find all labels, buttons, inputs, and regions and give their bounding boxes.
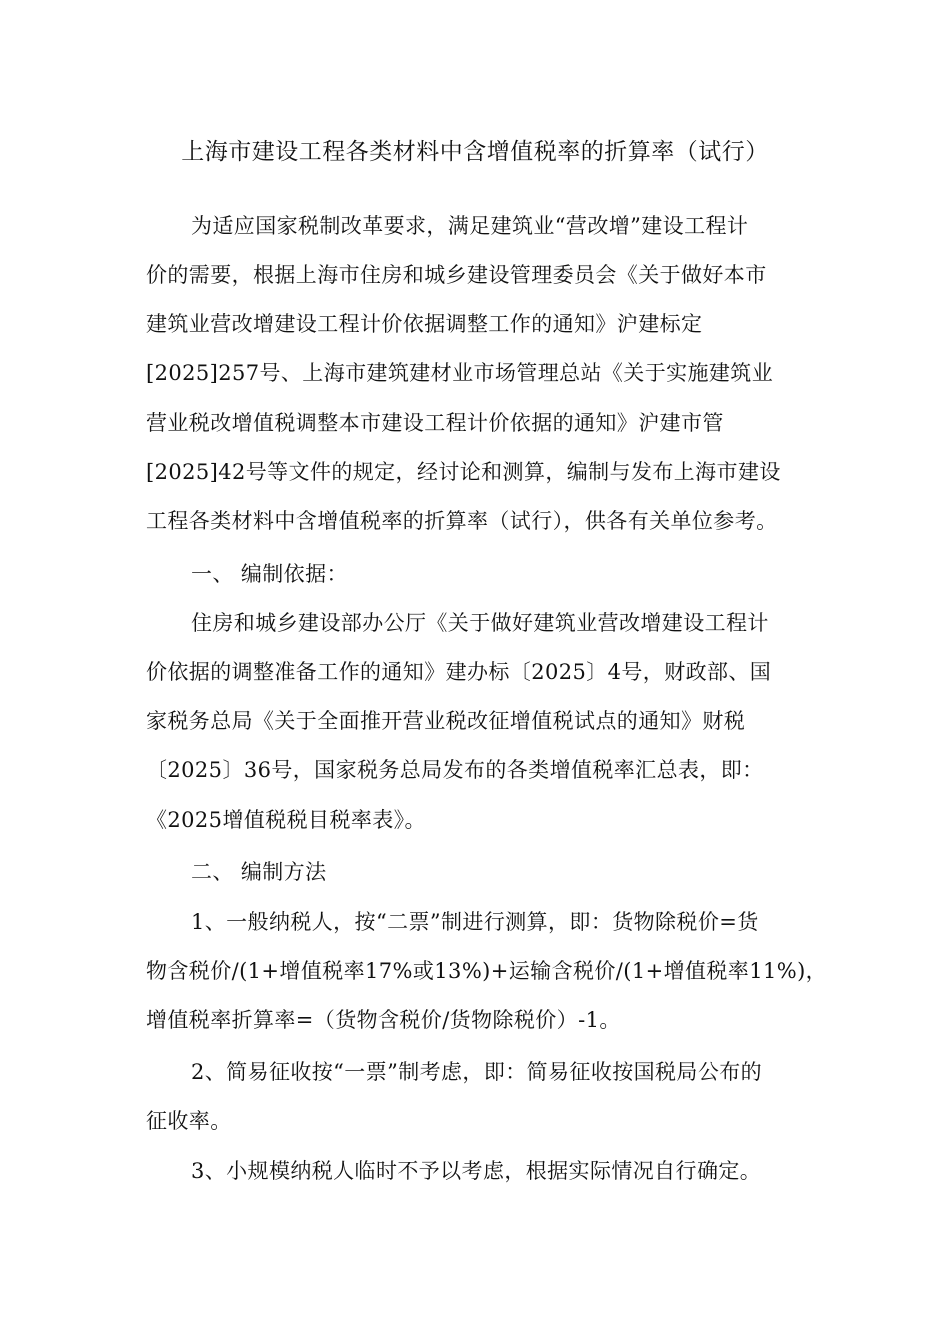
section1-line: 〔2025〕36号，国家税务总局发布的各类增值税率汇总表，即： — [146, 758, 764, 782]
section1-line: 《2025增值税税目税率表》。 — [146, 808, 426, 832]
method1-line: 1、一般纳税人，按“二票”制进行测算，即：货物除税价=货 — [191, 910, 759, 934]
section1-heading: 一、 编制依据： — [191, 562, 348, 586]
section1-line: 家税务总局《关于全面推开营业税改征增值税试点的通知》财税 — [146, 709, 746, 733]
method2-line: 征收率。 — [146, 1109, 232, 1133]
section1-line: 住房和城乡建设部办公厅《关于做好建筑业营改增建设工程计 — [191, 611, 769, 635]
intro-line: 营业税改增值税调整本市建设工程计价依据的通知》沪建市管 — [146, 411, 724, 435]
intro-line: 工程各类材料中含增值税率的折算率（试行），供各有关单位参考。 — [146, 509, 778, 533]
method2-line: 2、简易征收按“一票”制考虑，即：简易征收按国税局公布的 — [191, 1060, 763, 1084]
document-title: 上海市建设工程各类材料中含增值税率的折算率（试行） — [181, 139, 769, 165]
section1-line: 价依据的调整准备工作的通知》建办标〔2025〕4号，财政部、国 — [146, 660, 772, 684]
method1-line: 增值税率折算率=（货物含税价/货物除税价）-1。 — [146, 1008, 621, 1032]
intro-line: [2025]257号、上海市建筑建材业市场管理总站《关于实施建筑业 — [146, 361, 774, 385]
method3-line: 3、小规模纳税人临时不予以考虑，根据实际情况自行确定。 — [191, 1159, 762, 1183]
intro-line: 价的需要，根据上海市住房和城乡建设管理委员会《关于做好本市 — [146, 263, 767, 287]
intro-line: [2025]42号等文件的规定，经讨论和测算，编制与发布上海市建设 — [146, 460, 781, 484]
section2-heading: 二、 编制方法 — [191, 860, 327, 884]
intro-line: 为适应国家税制改革要求，满足建筑业“营改增”建设工程计 — [191, 214, 749, 238]
intro-line: 建筑业营改增建设工程计价依据调整工作的通知》沪建标定 — [146, 312, 703, 336]
method1-line: 物含税价/(1+增值税率17%或13%)+运输含税价/(1+增值税率11%)， — [146, 959, 828, 983]
